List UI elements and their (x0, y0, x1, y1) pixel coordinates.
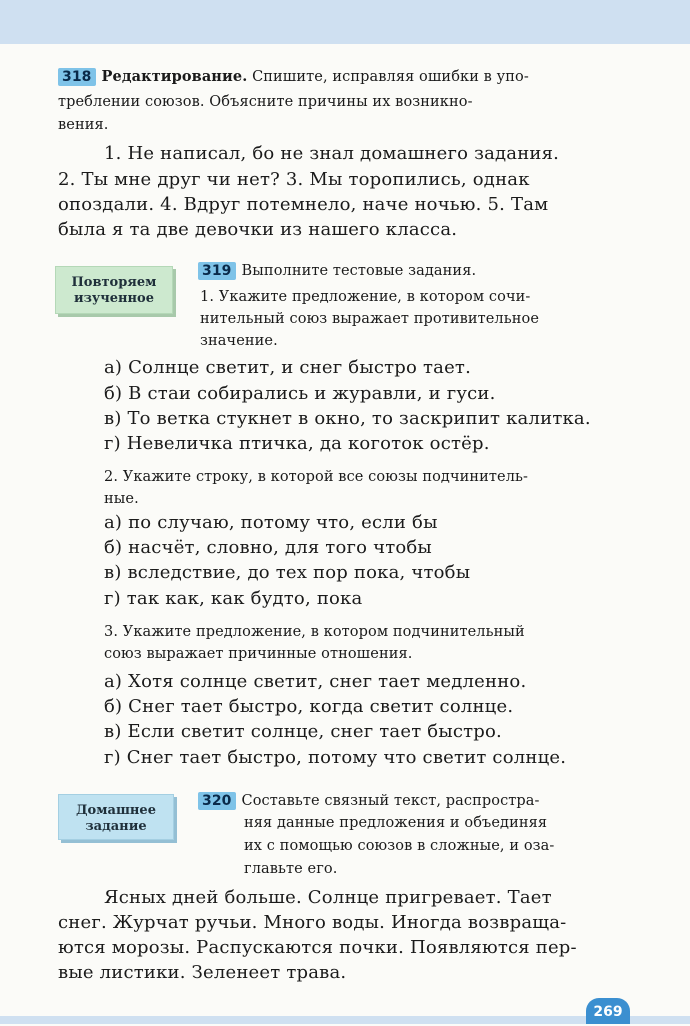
ex318-number: 318 (58, 68, 96, 86)
ex320-text-line: вые листики. Зеленеет трава. (58, 962, 347, 983)
ex319-title: Выполните тестовые задания. (241, 263, 477, 279)
ex320-text-line: снег. Журчат ручьи. Много воды. Иногда возвраща- (58, 912, 567, 933)
ex319-q2-option: б) насчёт, словно, для того чтобы (104, 537, 432, 558)
homework-tag (58, 794, 174, 840)
ex319-q1-line: 1. Укажите предложение, в котором сочи- (200, 289, 531, 305)
ex320-instr-line: Составьте связный текст, распростра- (241, 793, 540, 809)
ex319-heading (198, 262, 476, 280)
ex319-q3-line: союз выражает причинные отношения. (104, 646, 413, 662)
ex318-instr-1: Спишите, исправляя ошибки в упо- (252, 69, 529, 85)
ex319-q2-line: 2. Укажите строку, в которой все союзы подчинитель- (104, 469, 529, 485)
ex319-q3-option: а) Хотя солнце светит, снег тает медленно. (104, 671, 527, 692)
ex319-q1-option: в) То ветка стукнет в окно, то заскрипит калитка. (104, 408, 591, 429)
ex319-q3-option: г) Снег тает быстро, потому что светит солнце. (104, 747, 567, 768)
review-tag (55, 266, 173, 314)
ex319-q1-option: б) В стаи собирались и журавли, и гуси. (104, 383, 496, 404)
ex319-q1-line: значение. (200, 333, 278, 349)
ex320-instr-line: их с помощью союзов в сложные, и оза- (244, 838, 555, 854)
ex320-text-line: Ясных дней больше. Солнце пригревает. Тает (104, 887, 552, 908)
ex319-q1-line: нительный союз выражает противительное (200, 311, 540, 327)
ex318-text-line: опоздали. 4. Вдруг потемнело, наче ночью. 5. Там (58, 194, 549, 215)
ex320-instr-line: главьте его. (244, 861, 338, 877)
ex320-text-line: ются морозы. Распускаются почки. Появляются пер- (58, 937, 577, 958)
homework-tag-line1: Домашнее (76, 803, 156, 818)
ex319-q1-option: а) Солнце светит, и снег быстро тает. (104, 357, 471, 378)
ex319-q2-line: ные. (104, 491, 139, 507)
ex318-instr-3: вения. (58, 117, 109, 133)
ex318-text-line: 2. Ты мне друг чи нет? 3. Мы торопились, однак (58, 169, 530, 190)
ex318-title: Редактирование. (101, 68, 248, 85)
page-number: 269 (586, 998, 630, 1024)
ex319-q2-option: г) так как, как будто, пока (104, 588, 363, 609)
homework-tag-line2: задание (85, 819, 147, 834)
ex318-heading (58, 68, 529, 86)
ex320-heading (198, 792, 540, 810)
review-tag-line2: изученное (73, 291, 155, 306)
ex318-instr-2: треблении союзов. Объясните причины их возникно- (58, 94, 473, 110)
ex318-text-line: была я та две девочки из нашего класса. (58, 219, 458, 240)
ex319-q3-line: 3. Укажите предложение, в котором подчинительный (104, 624, 525, 640)
ex320-instr-line: няя данные предложения и объединяя (244, 815, 548, 831)
review-tag-line1: Повторяем (71, 275, 157, 290)
ex319-q3-option: б) Снег тает быстро, когда светит солнце. (104, 696, 514, 717)
ex319-q3-option: в) Если светит солнце, снег тает быстро. (104, 721, 502, 742)
ex320-number: 320 (198, 792, 236, 810)
ex319-q2-option: а) по случаю, потому что, если бы (104, 512, 438, 533)
ex319-q2-option: в) вследствие, до тех пор пока, чтобы (104, 562, 471, 583)
ex319-q1-option: г) Невеличка птичка, да коготок остёр. (104, 433, 490, 454)
ex319-number: 319 (198, 262, 236, 280)
top-band (0, 0, 690, 44)
ex318-text-line: 1. Не написал, бо не знал домашнего задания. (104, 143, 560, 164)
